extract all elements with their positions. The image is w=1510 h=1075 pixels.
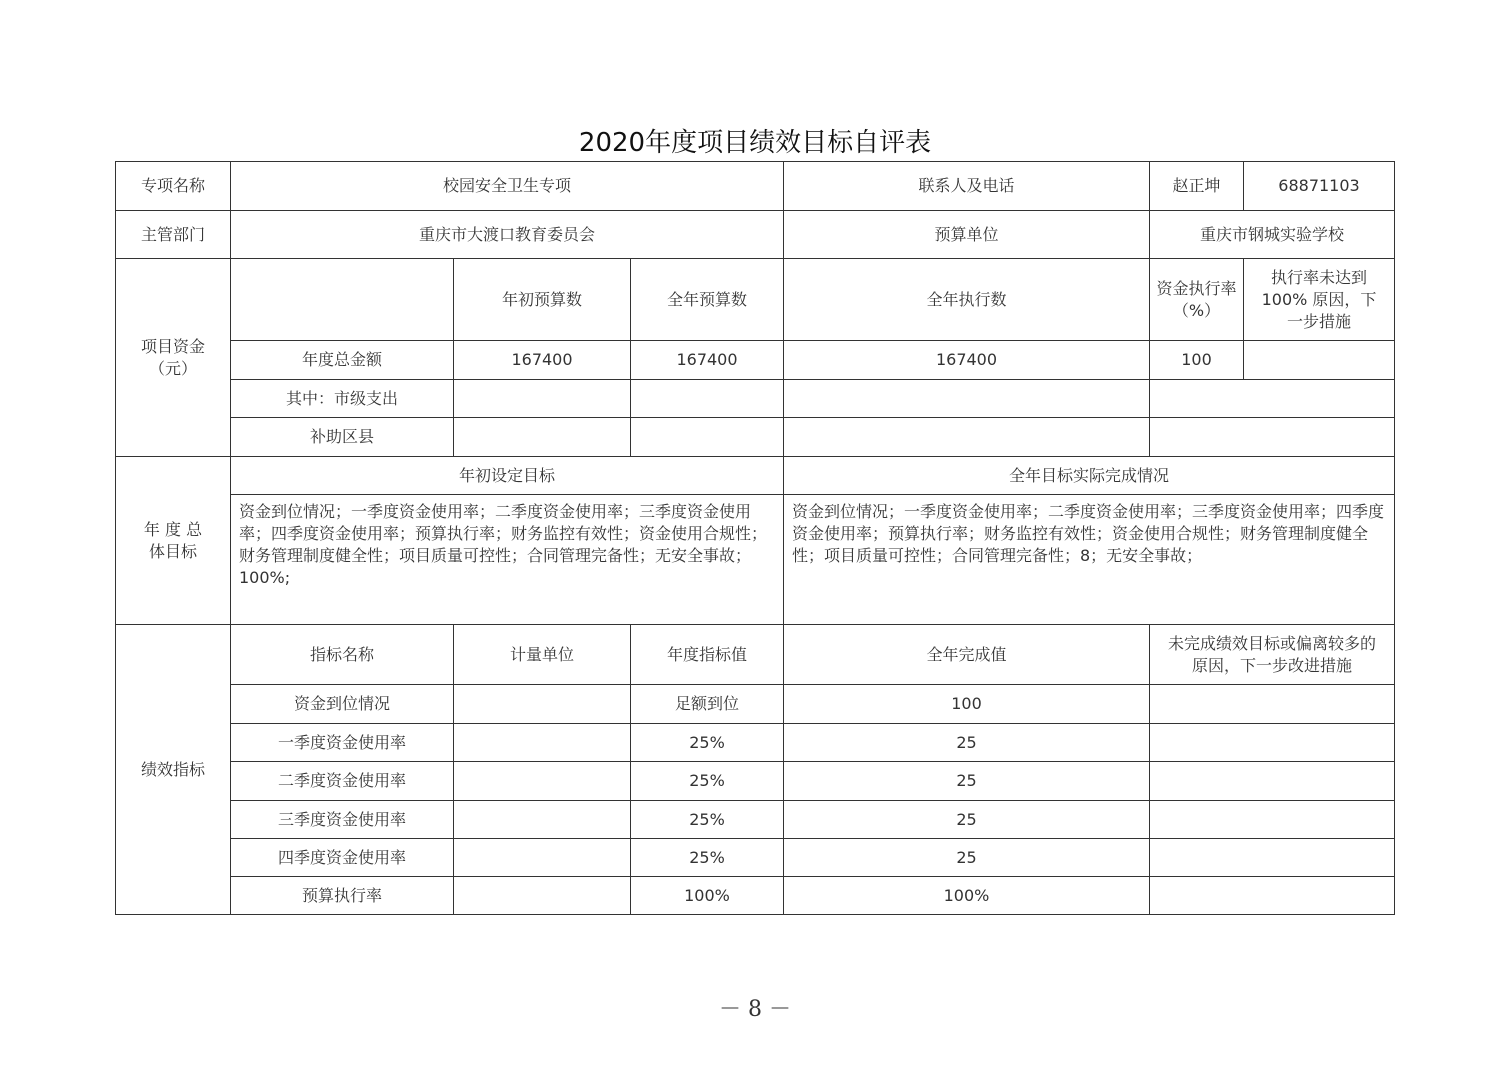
unit-value: 重庆市钢城实验学校 — [1150, 211, 1395, 259]
table-row — [116, 685, 1395, 724]
contact-phone: 68871103 — [1244, 162, 1395, 211]
table-row — [116, 762, 1395, 801]
metric-actual: 100% — [784, 877, 1150, 915]
metrics-header: 年度指标值 — [631, 625, 784, 685]
table-row — [116, 877, 1395, 915]
metric-target: 足额到位 — [631, 685, 784, 724]
metric-actual: 100 — [784, 685, 1150, 724]
empty-cell — [1150, 839, 1395, 877]
dept-value: 重庆市大渡口教育委员会 — [231, 211, 784, 259]
metric-target: 25% — [631, 839, 784, 877]
table-row — [116, 495, 1395, 625]
metric-target: 100% — [631, 877, 784, 915]
table-row — [116, 341, 1395, 380]
goals-set-header: 年初设定目标 — [231, 457, 784, 495]
metric-actual: 25 — [784, 839, 1150, 877]
empty-cell — [231, 259, 454, 341]
empty-cell — [454, 380, 631, 418]
metric-actual: 25 — [784, 724, 1150, 762]
metric-target: 25% — [631, 762, 784, 801]
table-row — [116, 625, 1395, 685]
county-label: 补助区县 — [231, 418, 454, 457]
metrics-header: 未完成绩效目标或偏离较多的原因，下一步改进措施 — [1150, 625, 1395, 685]
table-row — [116, 380, 1395, 418]
contact-label: 联系人及电话 — [784, 162, 1150, 211]
funds-header: 年初预算数 — [454, 259, 631, 341]
total-label: 年度总金额 — [231, 341, 454, 380]
empty-cell — [631, 418, 784, 457]
empty-cell — [1150, 762, 1395, 801]
empty-cell — [1150, 685, 1395, 724]
total-value: 167400 — [631, 341, 784, 380]
table-row — [116, 211, 1395, 259]
metric-name: 资金到位情况 — [231, 685, 454, 724]
empty-cell — [784, 380, 1150, 418]
metric-target: 25% — [631, 801, 784, 839]
project-label: 专项名称 — [116, 162, 231, 211]
empty-cell — [1150, 380, 1395, 418]
metrics-header: 计量单位 — [454, 625, 631, 685]
metric-unit — [454, 877, 631, 915]
table-row — [116, 801, 1395, 839]
goals-set-text: 资金到位情况；一季度资金使用率；二季度资金使用率；三季度资金使用率；四季度资金使用率；预算执行率；财务监控有效性；资金使用合规性；财务管理制度健全性；项目质量可控性；合同管理完备性；无安全事故；100%; — [231, 495, 784, 625]
page-title: 2020年度项目绩效目标自评表 — [578, 128, 932, 158]
table-row — [116, 724, 1395, 762]
table-row — [116, 418, 1395, 457]
empty-cell — [1150, 801, 1395, 839]
empty-cell — [1150, 724, 1395, 762]
metric-target: 25% — [631, 724, 784, 762]
metric-unit — [454, 762, 631, 801]
metric-name: 四季度资金使用率 — [231, 839, 454, 877]
metrics-header: 全年完成值 — [784, 625, 1150, 685]
page-number: － 8 － — [719, 997, 791, 1022]
project-value: 校园安全卫生专项 — [231, 162, 784, 211]
empty-cell — [454, 418, 631, 457]
table-row — [116, 457, 1395, 495]
table-row — [116, 162, 1395, 211]
table-row — [116, 839, 1395, 877]
table-row — [116, 259, 1395, 341]
total-value: 100 — [1150, 341, 1244, 380]
empty-cell — [1244, 341, 1395, 380]
metric-name: 预算执行率 — [231, 877, 454, 915]
metric-unit — [454, 685, 631, 724]
funds-label: 项目资金（元） — [116, 259, 231, 457]
funds-header: 资金执行率（%） — [1150, 259, 1244, 341]
metric-name: 二季度资金使用率 — [231, 762, 454, 801]
funds-header: 执行率未达到100% 原因，下一步措施 — [1244, 259, 1395, 341]
metric-unit — [454, 801, 631, 839]
metric-actual: 25 — [784, 762, 1150, 801]
total-value: 167400 — [784, 341, 1150, 380]
empty-cell — [784, 418, 1150, 457]
contact-name: 赵正坤 — [1150, 162, 1244, 211]
funds-header: 全年执行数 — [784, 259, 1150, 341]
empty-cell — [1150, 418, 1395, 457]
unit-label: 预算单位 — [784, 211, 1150, 259]
metrics-label: 绩效指标 — [116, 625, 231, 915]
city-label: 其中：市级支出 — [231, 380, 454, 418]
metric-unit — [454, 839, 631, 877]
metric-unit — [454, 724, 631, 762]
goals-actual-header: 全年目标实际完成情况 — [784, 457, 1395, 495]
empty-cell — [1150, 877, 1395, 915]
metric-name: 一季度资金使用率 — [231, 724, 454, 762]
goals-label: 年 度 总体目标 — [116, 457, 231, 625]
metrics-header: 指标名称 — [231, 625, 454, 685]
evaluation-table — [115, 161, 1395, 915]
metric-actual: 25 — [784, 801, 1150, 839]
funds-header: 全年预算数 — [631, 259, 784, 341]
metric-name: 三季度资金使用率 — [231, 801, 454, 839]
goals-actual-text: 资金到位情况；一季度资金使用率；二季度资金使用率；三季度资金使用率；四季度资金使用率；预算执行率；财务监控有效性；资金使用合规性；财务管理制度健全性；项目质量可控性；合同管理完备性；8；无安全事故； — [784, 495, 1395, 625]
empty-cell — [631, 380, 784, 418]
dept-label: 主管部门 — [116, 211, 231, 259]
total-value: 167400 — [454, 341, 631, 380]
